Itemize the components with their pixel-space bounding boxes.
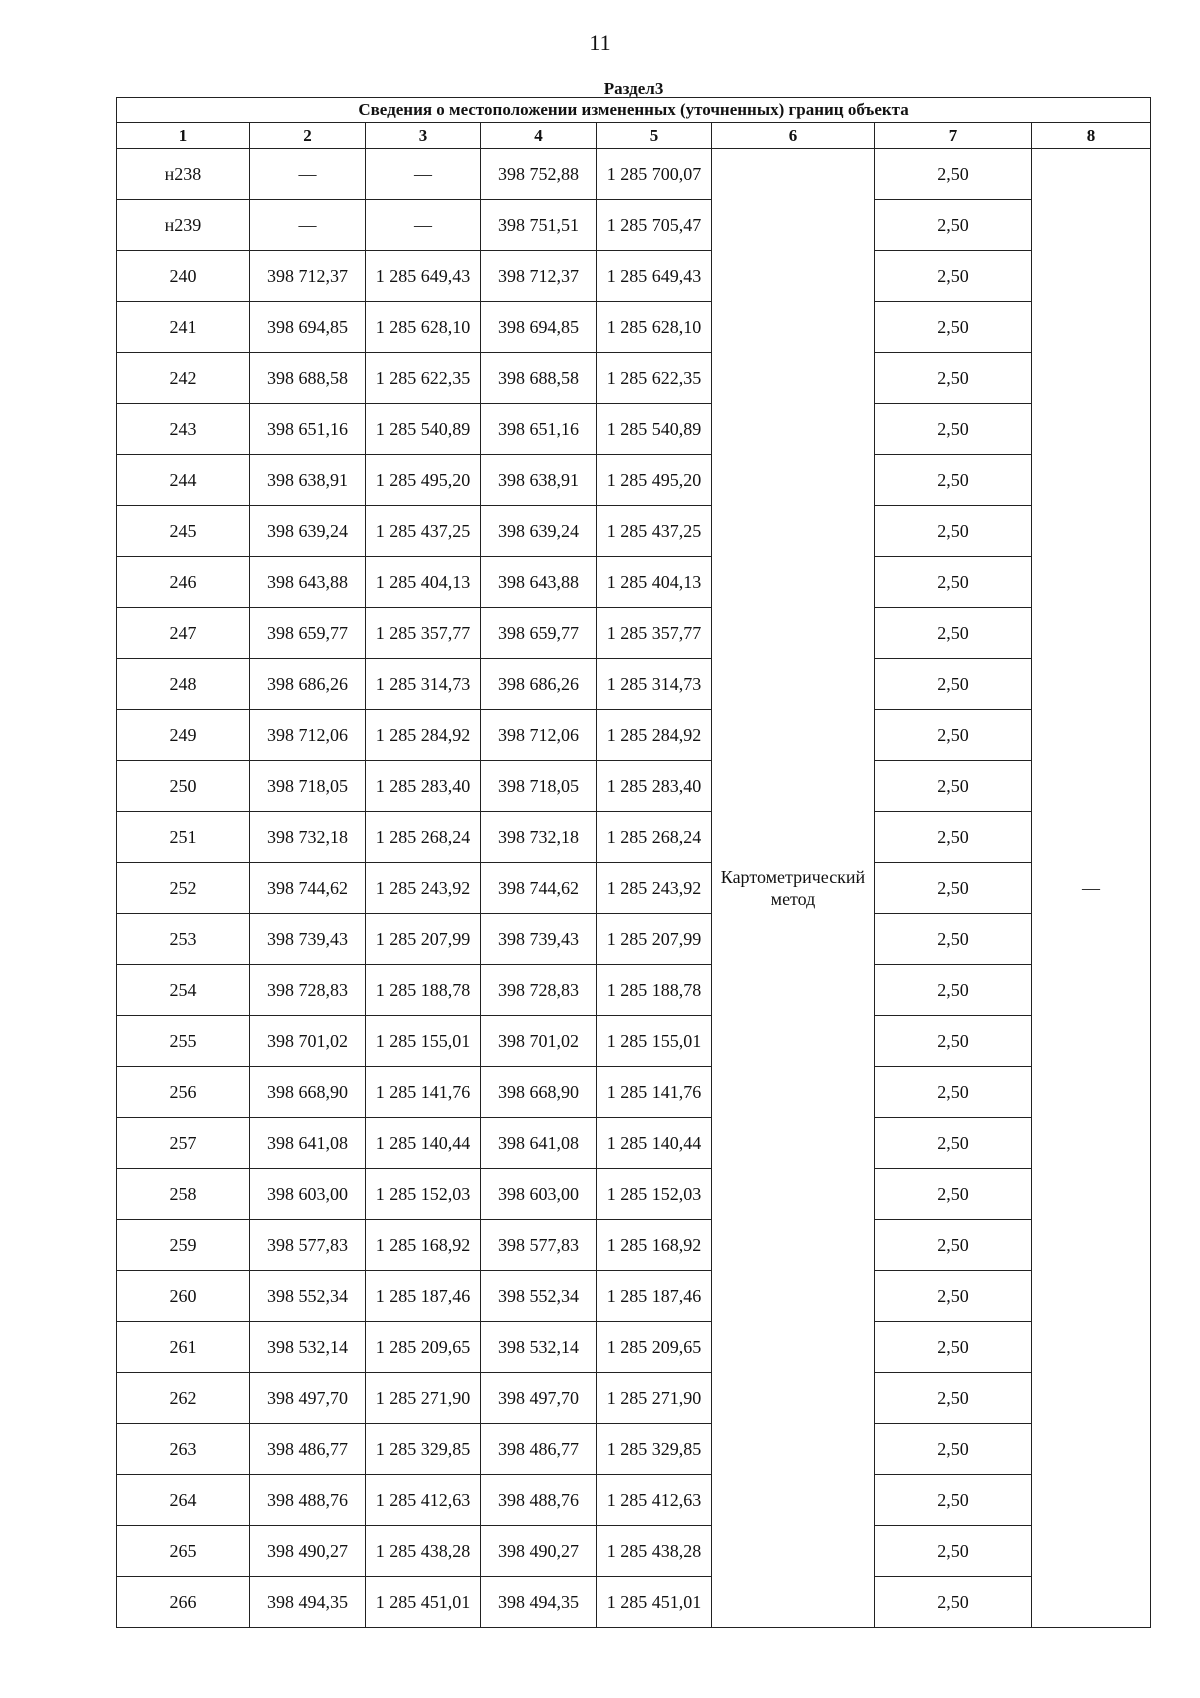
y-existing-cell: 1 285 314,73: [366, 659, 481, 710]
x-new-cell: 398 732,18: [481, 812, 597, 863]
x-new-cell: 398 603,00: [481, 1169, 597, 1220]
point-number-cell: 242: [117, 353, 250, 404]
method-cell: Картометрический метод: [712, 149, 875, 1628]
column-number-row: [117, 123, 1151, 149]
y-new-cell: 1 285 451,01: [597, 1577, 712, 1628]
column-number: 1: [117, 123, 250, 149]
x-existing-cell: 398 744,62: [250, 863, 366, 914]
point-number-cell: 261: [117, 1322, 250, 1373]
accuracy-cell: 2,50: [875, 1373, 1032, 1424]
y-existing-cell: —: [366, 149, 481, 200]
accuracy-cell: 2,50: [875, 149, 1032, 200]
y-existing-cell: 1 285 140,44: [366, 1118, 481, 1169]
point-number-cell: 255: [117, 1016, 250, 1067]
y-existing-cell: 1 285 649,43: [366, 251, 481, 302]
table-row: [117, 1424, 1151, 1475]
x-existing-cell: 398 718,05: [250, 761, 366, 812]
x-existing-cell: 398 490,27: [250, 1526, 366, 1577]
point-number-cell: 247: [117, 608, 250, 659]
x-new-cell: 398 486,77: [481, 1424, 597, 1475]
y-existing-cell: 1 285 404,13: [366, 557, 481, 608]
accuracy-cell: 2,50: [875, 1322, 1032, 1373]
table-row: [117, 353, 1151, 404]
x-existing-cell: 398 639,24: [250, 506, 366, 557]
y-new-cell: 1 285 438,28: [597, 1526, 712, 1577]
accuracy-cell: 2,50: [875, 455, 1032, 506]
y-new-cell: 1 285 628,10: [597, 302, 712, 353]
x-new-cell: 398 532,14: [481, 1322, 597, 1373]
y-existing-cell: 1 285 622,35: [366, 353, 481, 404]
point-number-cell: н239: [117, 200, 250, 251]
y-new-cell: 1 285 437,25: [597, 506, 712, 557]
table-row: [117, 557, 1151, 608]
y-new-cell: 1 285 188,78: [597, 965, 712, 1016]
y-new-cell: 1 285 283,40: [597, 761, 712, 812]
point-number-cell: н238: [117, 149, 250, 200]
x-existing-cell: —: [250, 149, 366, 200]
y-existing-cell: 1 285 141,76: [366, 1067, 481, 1118]
y-existing-cell: —: [366, 200, 481, 251]
table-row: [117, 812, 1151, 863]
x-new-cell: 398 643,88: [481, 557, 597, 608]
table-row: [117, 251, 1151, 302]
point-number-cell: 243: [117, 404, 250, 455]
x-new-cell: 398 497,70: [481, 1373, 597, 1424]
y-new-cell: 1 285 152,03: [597, 1169, 712, 1220]
column-number: 6: [712, 123, 875, 149]
y-existing-cell: 1 285 271,90: [366, 1373, 481, 1424]
point-number-cell: 249: [117, 710, 250, 761]
accuracy-cell: 2,50: [875, 1067, 1032, 1118]
column-number: 7: [875, 123, 1032, 149]
point-number-cell: 251: [117, 812, 250, 863]
accuracy-cell: 2,50: [875, 710, 1032, 761]
column-number: 8: [1032, 123, 1151, 149]
x-new-cell: 398 712,06: [481, 710, 597, 761]
x-new-cell: 398 712,37: [481, 251, 597, 302]
y-new-cell: 1 285 705,47: [597, 200, 712, 251]
table-title: Сведения о местоположении измененных (уточненных) границ объекта: [117, 98, 1151, 123]
x-new-cell: 398 668,90: [481, 1067, 597, 1118]
table-row: [117, 659, 1151, 710]
y-existing-cell: 1 285 357,77: [366, 608, 481, 659]
x-existing-cell: 398 497,70: [250, 1373, 366, 1424]
accuracy-cell: 2,50: [875, 1271, 1032, 1322]
x-existing-cell: 398 712,37: [250, 251, 366, 302]
x-new-cell: 398 751,51: [481, 200, 597, 251]
y-existing-cell: 1 285 628,10: [366, 302, 481, 353]
x-new-cell: 398 494,35: [481, 1577, 597, 1628]
accuracy-cell: 2,50: [875, 1424, 1032, 1475]
y-existing-cell: 1 285 207,99: [366, 914, 481, 965]
table-row: [117, 1577, 1151, 1628]
x-existing-cell: 398 643,88: [250, 557, 366, 608]
table-row: [117, 608, 1151, 659]
y-new-cell: 1 285 168,92: [597, 1220, 712, 1271]
x-existing-cell: 398 732,18: [250, 812, 366, 863]
table-row: [117, 1271, 1151, 1322]
x-new-cell: 398 638,91: [481, 455, 597, 506]
point-number-cell: 260: [117, 1271, 250, 1322]
y-new-cell: 1 285 412,63: [597, 1475, 712, 1526]
point-number-cell: 266: [117, 1577, 250, 1628]
section-label: Раздел3: [603, 78, 664, 98]
point-number-cell: 259: [117, 1220, 250, 1271]
table-row: [117, 1118, 1151, 1169]
x-existing-cell: 398 701,02: [250, 1016, 366, 1067]
table-body: [117, 149, 1151, 1628]
y-new-cell: 1 285 357,77: [597, 608, 712, 659]
y-existing-cell: 1 285 283,40: [366, 761, 481, 812]
y-new-cell: 1 285 329,85: [597, 1424, 712, 1475]
table-row: [117, 200, 1151, 251]
table-row: [117, 1475, 1151, 1526]
point-number-cell: 248: [117, 659, 250, 710]
y-existing-cell: 1 285 438,28: [366, 1526, 481, 1577]
table-row: [117, 1373, 1151, 1424]
y-new-cell: 1 285 495,20: [597, 455, 712, 506]
y-new-cell: 1 285 649,43: [597, 251, 712, 302]
y-new-cell: 1 285 140,44: [597, 1118, 712, 1169]
x-new-cell: 398 739,43: [481, 914, 597, 965]
y-new-cell: 1 285 314,73: [597, 659, 712, 710]
accuracy-cell: 2,50: [875, 965, 1032, 1016]
point-number-cell: 254: [117, 965, 250, 1016]
x-existing-cell: 398 712,06: [250, 710, 366, 761]
accuracy-cell: 2,50: [875, 863, 1032, 914]
x-existing-cell: 398 577,83: [250, 1220, 366, 1271]
y-new-cell: 1 285 540,89: [597, 404, 712, 455]
table-row: [117, 1016, 1151, 1067]
y-existing-cell: 1 285 451,01: [366, 1577, 481, 1628]
accuracy-cell: 2,50: [875, 404, 1032, 455]
x-new-cell: 398 651,16: [481, 404, 597, 455]
table-row: [117, 506, 1151, 557]
table-row: [117, 1526, 1151, 1577]
y-existing-cell: 1 285 540,89: [366, 404, 481, 455]
table-row: [117, 710, 1151, 761]
x-existing-cell: 398 686,26: [250, 659, 366, 710]
y-new-cell: 1 285 284,92: [597, 710, 712, 761]
x-new-cell: 398 686,26: [481, 659, 597, 710]
accuracy-cell: 2,50: [875, 251, 1032, 302]
accuracy-cell: 2,50: [875, 506, 1032, 557]
x-existing-cell: 398 638,91: [250, 455, 366, 506]
x-new-cell: 398 752,88: [481, 149, 597, 200]
point-number-cell: 262: [117, 1373, 250, 1424]
y-existing-cell: 1 285 209,65: [366, 1322, 481, 1373]
y-new-cell: 1 285 271,90: [597, 1373, 712, 1424]
y-new-cell: 1 285 155,01: [597, 1016, 712, 1067]
accuracy-cell: 2,50: [875, 608, 1032, 659]
accuracy-cell: 2,50: [875, 659, 1032, 710]
x-new-cell: 398 552,34: [481, 1271, 597, 1322]
table-row: [117, 1067, 1151, 1118]
table-row: [117, 863, 1151, 914]
y-existing-cell: 1 285 187,46: [366, 1271, 481, 1322]
x-new-cell: 398 744,62: [481, 863, 597, 914]
accuracy-cell: 2,50: [875, 914, 1032, 965]
accuracy-cell: 2,50: [875, 1169, 1032, 1220]
point-number-cell: 250: [117, 761, 250, 812]
x-existing-cell: 398 641,08: [250, 1118, 366, 1169]
table-row: [117, 1322, 1151, 1373]
point-number-cell: 265: [117, 1526, 250, 1577]
x-existing-cell: 398 728,83: [250, 965, 366, 1016]
point-number-cell: 256: [117, 1067, 250, 1118]
column-number: 3: [366, 123, 481, 149]
y-existing-cell: 1 285 412,63: [366, 1475, 481, 1526]
table-row: [117, 965, 1151, 1016]
y-new-cell: 1 285 404,13: [597, 557, 712, 608]
y-existing-cell: 1 285 168,92: [366, 1220, 481, 1271]
x-new-cell: 398 488,76: [481, 1475, 597, 1526]
x-new-cell: 398 577,83: [481, 1220, 597, 1271]
accuracy-cell: 2,50: [875, 812, 1032, 863]
x-existing-cell: —: [250, 200, 366, 251]
y-new-cell: 1 285 187,46: [597, 1271, 712, 1322]
table-row: [117, 1169, 1151, 1220]
x-existing-cell: 398 739,43: [250, 914, 366, 965]
y-existing-cell: 1 285 152,03: [366, 1169, 481, 1220]
y-new-cell: 1 285 268,24: [597, 812, 712, 863]
x-new-cell: 398 641,08: [481, 1118, 597, 1169]
x-existing-cell: 398 651,16: [250, 404, 366, 455]
column-number: 4: [481, 123, 597, 149]
y-existing-cell: 1 285 155,01: [366, 1016, 481, 1067]
point-number-cell: 240: [117, 251, 250, 302]
x-existing-cell: 398 668,90: [250, 1067, 366, 1118]
page-number: 11: [589, 30, 611, 55]
x-new-cell: 398 694,85: [481, 302, 597, 353]
accuracy-cell: 2,50: [875, 1118, 1032, 1169]
x-existing-cell: 398 488,76: [250, 1475, 366, 1526]
column-number: 5: [597, 123, 712, 149]
table-row: [117, 149, 1151, 200]
point-number-cell: 264: [117, 1475, 250, 1526]
x-existing-cell: 398 494,35: [250, 1577, 366, 1628]
table-row: [117, 404, 1151, 455]
x-existing-cell: 398 688,58: [250, 353, 366, 404]
y-new-cell: 1 285 209,65: [597, 1322, 712, 1373]
point-number-cell: 241: [117, 302, 250, 353]
x-new-cell: 398 688,58: [481, 353, 597, 404]
accuracy-cell: 2,50: [875, 557, 1032, 608]
x-new-cell: 398 639,24: [481, 506, 597, 557]
x-new-cell: 398 728,83: [481, 965, 597, 1016]
y-existing-cell: 1 285 329,85: [366, 1424, 481, 1475]
y-new-cell: 1 285 243,92: [597, 863, 712, 914]
table-row: [117, 302, 1151, 353]
accuracy-cell: 2,50: [875, 1526, 1032, 1577]
x-new-cell: 398 659,77: [481, 608, 597, 659]
x-new-cell: 398 718,05: [481, 761, 597, 812]
y-new-cell: 1 285 141,76: [597, 1067, 712, 1118]
y-existing-cell: 1 285 284,92: [366, 710, 481, 761]
point-number-cell: 244: [117, 455, 250, 506]
x-existing-cell: 398 694,85: [250, 302, 366, 353]
x-existing-cell: 398 532,14: [250, 1322, 366, 1373]
x-existing-cell: 398 552,34: [250, 1271, 366, 1322]
y-existing-cell: 1 285 243,92: [366, 863, 481, 914]
table-row: [117, 761, 1151, 812]
accuracy-cell: 2,50: [875, 200, 1032, 251]
x-existing-cell: 398 659,77: [250, 608, 366, 659]
table-row: [117, 455, 1151, 506]
point-number-cell: 253: [117, 914, 250, 965]
accuracy-cell: 2,50: [875, 1016, 1032, 1067]
accuracy-cell: 2,50: [875, 353, 1032, 404]
accuracy-cell: 2,50: [875, 1475, 1032, 1526]
accuracy-cell: 2,50: [875, 302, 1032, 353]
note-cell: —: [1032, 149, 1151, 1628]
column-number: 2: [250, 123, 366, 149]
point-number-cell: 252: [117, 863, 250, 914]
point-number-cell: 246: [117, 557, 250, 608]
point-number-cell: 257: [117, 1118, 250, 1169]
x-existing-cell: 398 603,00: [250, 1169, 366, 1220]
y-existing-cell: 1 285 268,24: [366, 812, 481, 863]
y-new-cell: 1 285 622,35: [597, 353, 712, 404]
y-existing-cell: 1 285 188,78: [366, 965, 481, 1016]
accuracy-cell: 2,50: [875, 1577, 1032, 1628]
y-existing-cell: 1 285 437,25: [366, 506, 481, 557]
table-row: [117, 914, 1151, 965]
x-new-cell: 398 490,27: [481, 1526, 597, 1577]
x-new-cell: 398 701,02: [481, 1016, 597, 1067]
x-existing-cell: 398 486,77: [250, 1424, 366, 1475]
accuracy-cell: 2,50: [875, 761, 1032, 812]
y-new-cell: 1 285 700,07: [597, 149, 712, 200]
point-number-cell: 258: [117, 1169, 250, 1220]
y-existing-cell: 1 285 495,20: [366, 455, 481, 506]
accuracy-cell: 2,50: [875, 1220, 1032, 1271]
table-row: [117, 1220, 1151, 1271]
point-number-cell: 263: [117, 1424, 250, 1475]
point-number-cell: 245: [117, 506, 250, 557]
y-new-cell: 1 285 207,99: [597, 914, 712, 965]
coordinates-table: [116, 80, 1151, 1628]
